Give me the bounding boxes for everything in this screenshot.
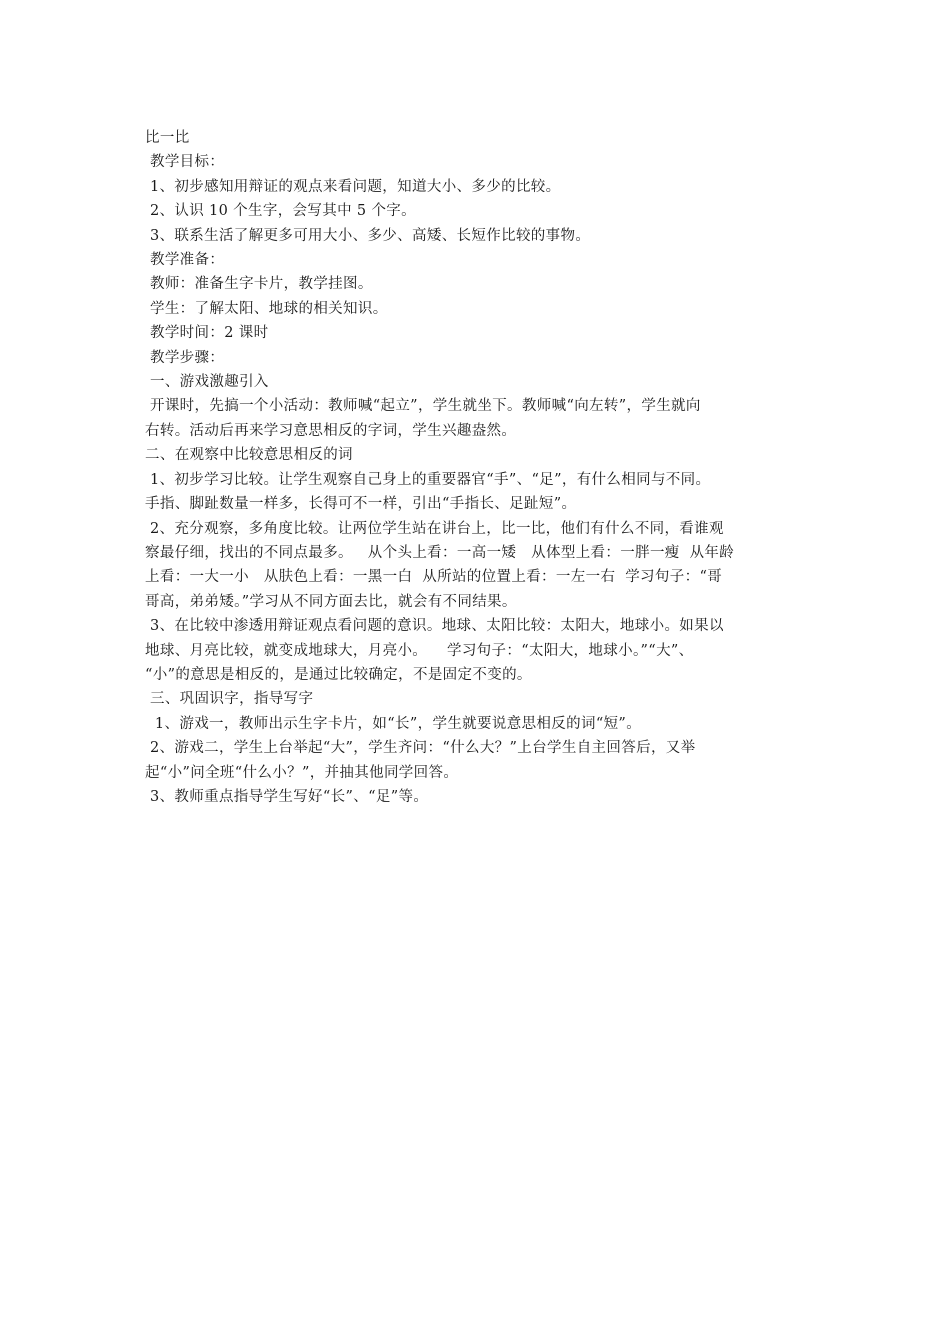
paragraph-line: 1、初步感知用辩证的观点来看问题，知道大小、多少的比较。 [145, 178, 561, 195]
section-heading-goals: 教学目标： [145, 154, 225, 171]
paragraph-line: 开课时，先搞一个小活动：教师喊“起立”，学生就坐下。教师喊“向左转”，学生就向 [145, 398, 701, 415]
document-body [145, 126, 815, 809]
section-heading-steps: 教学步骤： [145, 349, 225, 366]
paragraph-line: 地球、月亮比较，就变成地球大，月亮小。 学习句子：“太阳大，地球小。”“大”、 [145, 642, 694, 659]
paragraph-line: 学生：了解太阳、地球的相关知识。 [145, 300, 388, 317]
paragraph-line: 手指、脚趾数量一样多，长得可不一样，引出“手指长、足趾短”。 [145, 496, 577, 513]
section-heading-part-1: 一、游戏激趣引入 [145, 374, 269, 391]
paragraph-line: 教学时间：2 课时 [145, 325, 269, 342]
section-heading-part-2: 二、在观察中比较意思相反的词 [145, 447, 353, 464]
paragraph-line: 3、在比较中渗透用辩证观点看问题的意识。地球、太阳比较：太阳大，地球小。如果以 [145, 618, 724, 635]
paragraph-line: 右转。活动后再来学习意思相反的字词，学生兴趣盎然。 [145, 422, 517, 439]
paragraph-line: 察最仔细，找出的不同点最多。 从个头上看：一高一矮 从体型上看：一胖一瘦 从年龄 [145, 544, 735, 561]
section-heading-preparation: 教学准备： [145, 252, 225, 269]
paragraph-line: 2、充分观察，多角度比较。让两位学生站在讲台上，比一比，他们有什么不同，看谁观 [145, 520, 724, 537]
paragraph-line: 1、游戏一，教师出示生字卡片，如“长”，学生就要说意思相反的词“短”。 [145, 715, 642, 732]
paragraph-line: 上看：一大一小 从肤色上看：一黑一白 从所站的位置上看：一左一右 学习句子：“哥 [145, 569, 723, 586]
paragraph-line: 3、教师重点指导学生写好“长”、“足”等。 [145, 788, 429, 805]
paragraph-line: 2、认识 10 个生字，会写其中 5 个字。 [145, 203, 417, 220]
paragraph-line: 哥高，弟弟矮。”学习从不同方面去比，就会有不同结果。 [145, 593, 517, 610]
section-heading-part-3: 三、巩固识字，指导写字 [145, 691, 314, 708]
paragraph-line: 3、联系生活了解更多可用大小、多少、高矮、长短作比较的事物。 [145, 227, 591, 244]
paragraph-line: 2、游戏二，学生上台举起“大”，学生齐问：“什么大？”上台学生自主回答后，又举 [145, 740, 696, 757]
paragraph-line: 起“小”问全班“什么小？”，并抽其他同学回答。 [145, 764, 459, 781]
paragraph-line: 1、初步学习比较。让学生观察自己身上的重要器官“手”、“足”，有什么相同与不同。 [145, 471, 711, 488]
document-title: 比一比 [145, 130, 190, 146]
paragraph-line: “小”的意思是相反的，是通过比较确定，不是固定不变的。 [145, 666, 532, 683]
paragraph-line: 教师：准备生字卡片，教学挂图。 [145, 276, 373, 293]
